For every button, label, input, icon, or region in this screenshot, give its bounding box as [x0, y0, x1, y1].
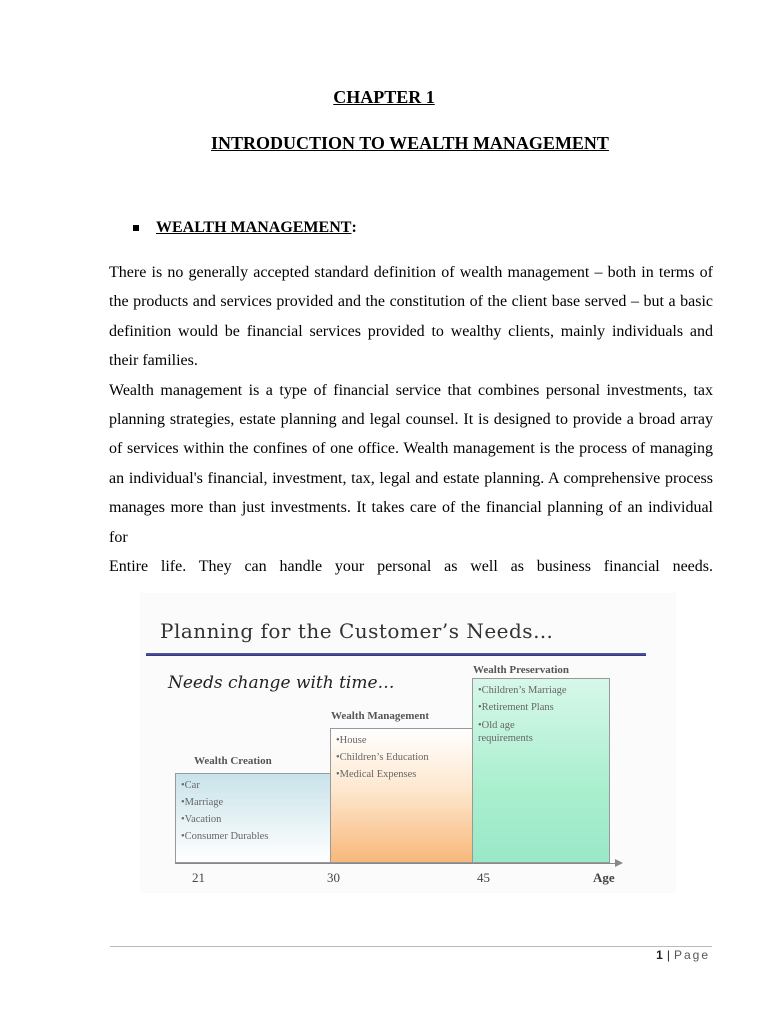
stage-box-wealth-preservation — [472, 678, 610, 863]
square-bullet-icon — [133, 225, 139, 231]
figure-title: Planning for the Customer’s Needs… — [160, 619, 554, 643]
stage-item: •Consumer Durables — [181, 831, 269, 842]
stage-item: •Children’s Marriage — [478, 685, 567, 696]
page-label: Page — [673, 948, 710, 962]
stage-item: •Vacation — [181, 814, 222, 825]
stage-item: •Medical Expenses — [336, 769, 417, 780]
axis-tick: 21 — [192, 870, 205, 885]
section-heading-colon: : — [351, 219, 357, 236]
section-heading-text: WEALTH MANAGEMENT — [156, 219, 352, 236]
footer-divider — [110, 946, 712, 947]
body-text — [109, 258, 713, 581]
stage-box-wealth-management — [330, 728, 473, 863]
paragraph-2-last-line: Entire life. They can handle your personal as well as business financial needs. — [109, 558, 713, 576]
axis-tick: 45 — [477, 870, 490, 885]
stage-item: •Old age — [478, 720, 515, 731]
page-number: 1 — [656, 948, 663, 962]
figure-subtitle: Needs change with time… — [168, 673, 395, 693]
footer-separator: | — [666, 948, 670, 962]
stage-item: •Car — [181, 780, 200, 791]
paragraph-1: There is no generally accepted standard definition of wealth management – both in terms of the products and services provided and the constitution of the client base served – but a basic definition would be financial services provided to wealthy clients, mainly individuals and their families. — [109, 264, 713, 370]
section-heading — [133, 219, 357, 237]
stage-item: •Retirement Plans — [478, 702, 554, 713]
paragraph-2-main: Wealth management is a type of financial service that combines personal investments, tax planning strategies, estate planning and legal counsel. It is designed to provide a broad array of services within the confines of one office. Wealth management is the process of managing an individual's financial, investment, tax, legal and estate planning. A comprehensive process manages more than just investments. It takes care of the financial planning of an individual for — [109, 381, 713, 546]
stage-item: •Marriage — [181, 797, 224, 808]
needs-planning-figure — [140, 593, 676, 893]
figure-title-rule — [146, 653, 646, 656]
stage-label-wealth-creation: Wealth Creation — [194, 755, 272, 767]
axis-arrow-icon — [615, 859, 623, 867]
page-footer — [656, 948, 710, 962]
stage-box-wealth-creation — [175, 773, 331, 863]
axis-label: Age — [593, 870, 615, 885]
chapter-title: INTRODUCTION TO WEALTH MANAGEMENT — [211, 133, 609, 153]
paragraph-2 — [109, 376, 713, 582]
stage-item: •House — [336, 735, 367, 746]
stage-label-wealth-preservation: Wealth Preservation — [473, 664, 570, 676]
stage-label-wealth-management: Wealth Management — [331, 710, 430, 722]
stage-item: requirements — [478, 733, 533, 744]
stage-item: •Children’s Education — [336, 752, 429, 763]
axis-tick: 30 — [327, 870, 340, 885]
age-axis — [175, 863, 615, 864]
chapter-heading: CHAPTER 1 — [333, 87, 435, 107]
